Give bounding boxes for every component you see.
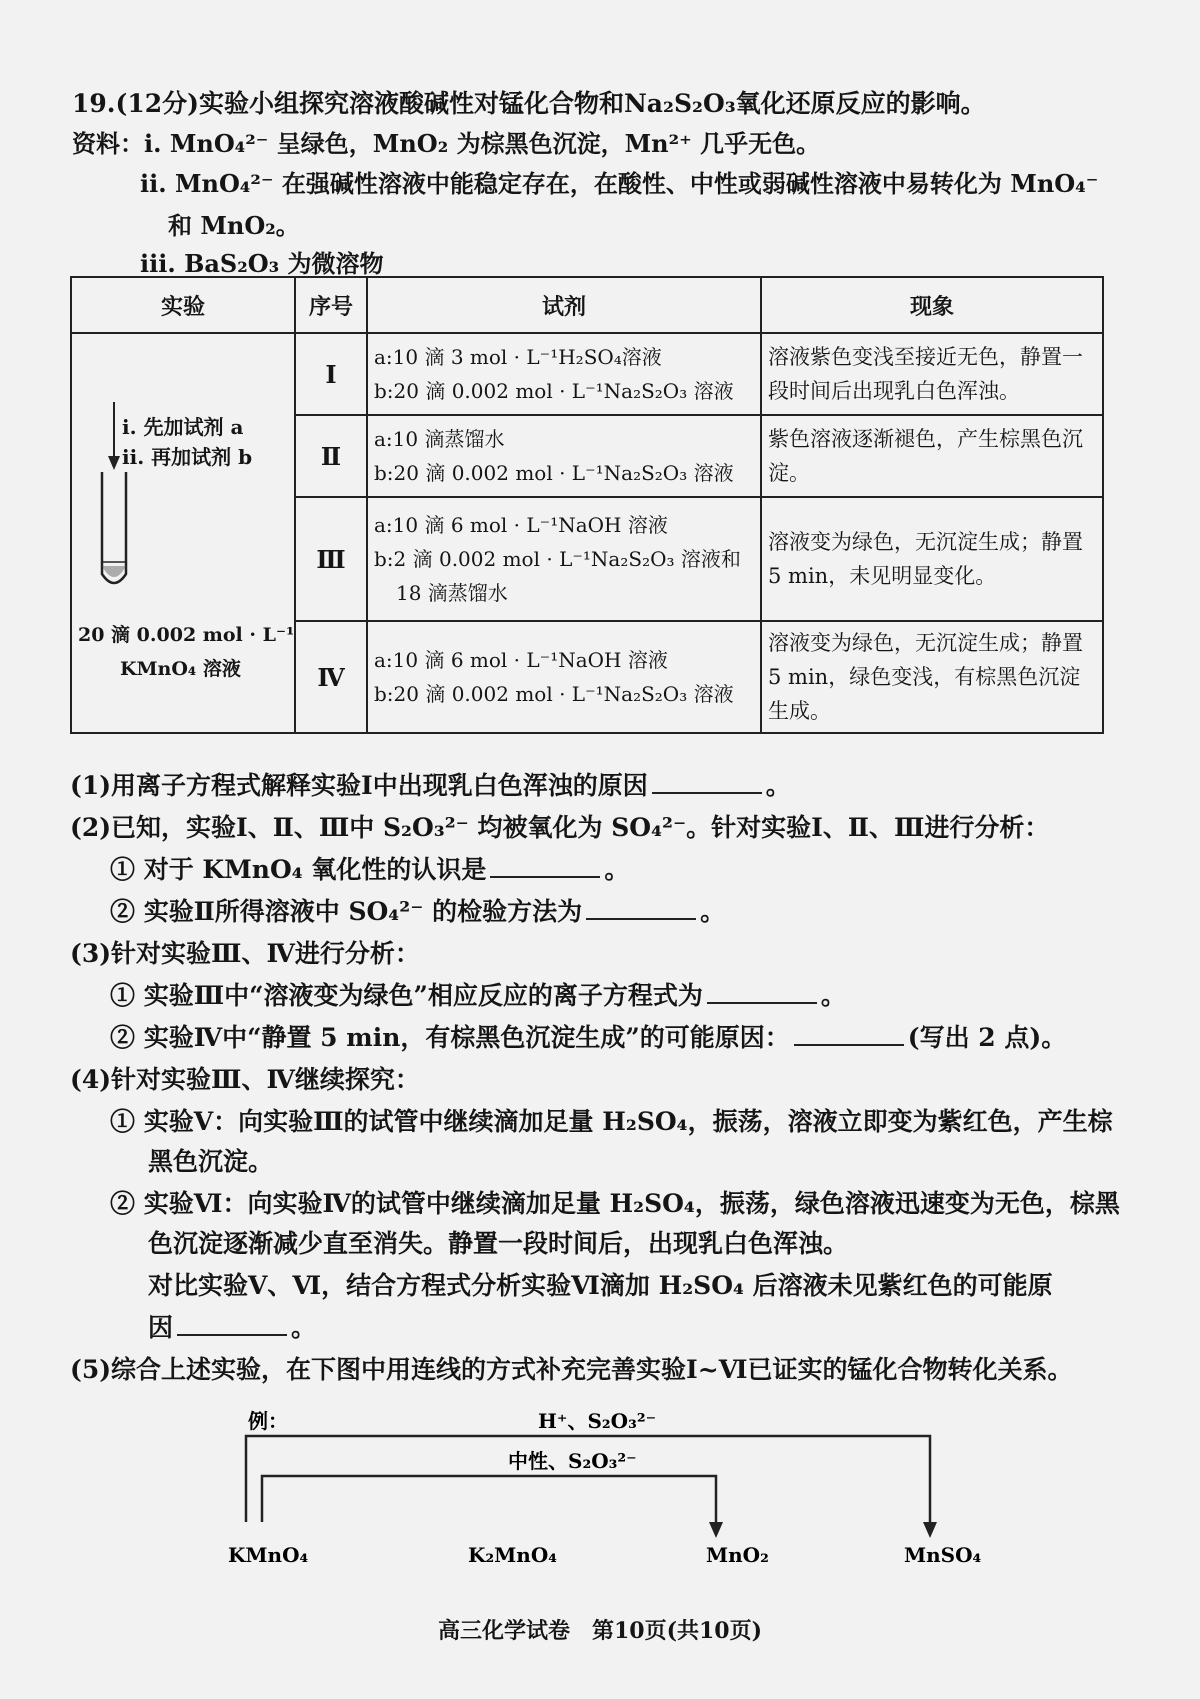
question-4-3a: 对比实验Ⅴ、Ⅵ，结合方程式分析实验Ⅵ滴加 H₂SO₄ 后溶液未见紫红色的可能原: [148, 1271, 1053, 1300]
q4-3-end: 。: [291, 1313, 317, 1342]
header-phenomenon: 现象: [761, 277, 1103, 333]
question-4-2a: ② 实验Ⅵ：向实验Ⅳ的试管中继续滴加足量 H₂SO₄，振荡，绿色溶液迅速变为无色，棕黑: [110, 1189, 1120, 1218]
reagent-cell-1: [367, 333, 761, 415]
reagent-a-2: a:10 滴蒸馏水: [374, 427, 505, 451]
reagent-a-1: a:10 滴 3 mol · L⁻¹H₂SO₄溶液: [374, 345, 662, 369]
reagent-b-2: b:20 滴 0.002 mol · L⁻¹Na₂S₂O₃ 溶液: [374, 461, 734, 485]
question-3-2: [110, 1018, 1066, 1054]
q2-1-end: 。: [604, 855, 630, 884]
node-kmno4: KMnO₄: [228, 1543, 309, 1567]
q3-1-text: ① 实验Ⅲ中“溶液变为绿色”相应反应的离子方程式为: [110, 981, 703, 1010]
reagent-b-3: b:2 滴 0.002 mol · L⁻¹Na₂S₂O₃ 溶液和: [374, 547, 741, 571]
phenomenon-4: 溶液变为绿色，无沉淀生成；静置 5 min，绿色变浅，有棕黑色沉淀生成。: [761, 621, 1103, 733]
top-condition: H⁺、S₂O₃²⁻: [538, 1409, 657, 1433]
question-4-1b: 黑色沉淀。: [148, 1147, 274, 1176]
answer-blank[interactable]: [490, 875, 600, 878]
question-1: [70, 766, 791, 802]
info-ii-line1: ii. MnO₄²⁻ 在强碱性溶液中能稳定存在，在酸性、中性或弱碱性溶液中易转化为 MnO₄⁻: [140, 169, 1099, 198]
q3-2-text: ② 实验Ⅳ中“静置 5 min，有棕黑色沉淀生成”的可能原因：: [110, 1023, 790, 1052]
mid-condition: 中性、S₂O₃²⁻: [508, 1449, 637, 1473]
answer-blank[interactable]: [707, 1001, 817, 1004]
question-4-3b: [148, 1308, 316, 1344]
seq-4: Ⅳ: [295, 621, 367, 733]
reagent-cell-3: [367, 497, 761, 621]
question-3-1: [110, 976, 846, 1012]
header-experiment: 实验: [71, 277, 295, 333]
reagent-cell-2: [367, 415, 761, 497]
q1-text: (1)用离子方程式解释实验Ⅰ中出现乳白色浑浊的原因: [70, 771, 648, 800]
conversion-diagram: [0, 1400, 1200, 1580]
q3-2-end: (写出 2 点)。: [907, 1023, 1067, 1052]
answer-blank[interactable]: [652, 791, 762, 794]
question-4-1a: ① 实验Ⅴ：向实验Ⅲ的试管中继续滴加足量 H₂SO₄，振荡，溶液立即变为紫红色，产生棕: [110, 1107, 1113, 1136]
node-k2mno4: K₂MnO₄: [468, 1543, 558, 1567]
node-mno2: MnO₂: [706, 1543, 769, 1567]
info-i: [72, 124, 820, 159]
q3-1-end: 。: [820, 981, 846, 1010]
question-3: (3)针对实验Ⅲ、Ⅳ进行分析：: [70, 939, 420, 968]
reagent-b2-3: 18 滴蒸馏水: [396, 581, 508, 605]
phenomenon-1: 溶液紫色变浅至接近无色，静置一段时间后出现乳白色浑浊。: [761, 333, 1103, 415]
answer-blank[interactable]: [177, 1333, 287, 1336]
info-i-text: i. MnO₄²⁻ 呈绿色，MnO₂ 为棕黑色沉淀，Mn²⁺ 几乎无色。: [144, 129, 821, 158]
question-4: (4)针对实验Ⅲ、Ⅳ继续探究：: [70, 1065, 420, 1094]
question-2-1: [110, 850, 629, 886]
reagent-a-4: a:10 滴 6 mol · L⁻¹NaOH 溶液: [374, 648, 668, 672]
tube-label-2: KMnO₄ 溶液: [120, 658, 241, 680]
q2-1-text: ① 对于 KMnO₄ 氧化性的认识是: [110, 855, 487, 884]
q1-end: 。: [765, 771, 791, 800]
info-ii-line2: 和 MnO₂。: [168, 211, 300, 240]
question-title: 19.(12分)实验小组探究溶液酸碱性对锰化合物和Na₂S₂O₃氧化还原反应的影响。: [72, 89, 986, 118]
step-ii: ii. 再加试剂 b: [122, 445, 253, 469]
step-i: i. 先加试剂 a: [122, 415, 244, 439]
info-label: 资料：: [72, 129, 144, 158]
reagent-a-3: a:10 滴 6 mol · L⁻¹NaOH 溶液: [374, 513, 668, 537]
answer-blank[interactable]: [586, 917, 696, 920]
page-footer: 高三化学试卷 第10页(共10页): [437, 1618, 763, 1644]
seq-3: Ⅲ: [295, 497, 367, 621]
answer-blank[interactable]: [794, 1043, 904, 1046]
arrow-head-icon: [709, 1522, 723, 1538]
mid-connector-line: [262, 1476, 716, 1526]
phenomenon-3: 溶液变为绿色，无沉淀生成；静置 5 min，未见明显变化。: [761, 497, 1103, 621]
reagent-b-1: b:20 滴 0.002 mol · L⁻¹Na₂S₂O₃ 溶液: [374, 379, 734, 403]
phenomenon-2: 紫色溶液逐渐褪色，产生棕黑色沉淀。: [761, 415, 1103, 497]
q2-2-end: 。: [700, 897, 726, 926]
question-5: (5)综合上述实验，在下图中用连线的方式补充完善实验Ⅰ~Ⅵ已证实的锰化合物转化关系。: [70, 1355, 1073, 1384]
seq-2: Ⅱ: [295, 415, 367, 497]
experiment-table: [70, 276, 1104, 734]
info-iii: iii. BaS₂O₃ 为微溶物: [140, 249, 384, 278]
q4-3-text: 因: [148, 1313, 174, 1342]
table-header-row: [71, 277, 1103, 333]
question-4-2b: 色沉淀逐渐减少直至消失。静置一段时间后，出现乳白色浑浊。: [148, 1229, 849, 1258]
question-2: (2)已知，实验Ⅰ、Ⅱ、Ⅲ中 S₂O₃²⁻ 均被氧化为 SO₄²⁻。针对实验Ⅰ、Ⅱ、Ⅲ进行分析：: [70, 813, 1050, 842]
reagent-cell-4: [367, 621, 761, 733]
apparatus-cell: [71, 333, 295, 733]
table-row: [71, 333, 1103, 415]
node-mnso4: MnSO₄: [904, 1543, 982, 1567]
header-seq: 序号: [295, 277, 367, 333]
apparatus-drawing: [78, 338, 295, 728]
q2-2-text: ② 实验Ⅱ所得溶液中 SO₄²⁻ 的检验方法为: [110, 897, 583, 926]
header-reagent: 试剂: [367, 277, 761, 333]
tube-label-1: 20 滴 0.002 mol · L⁻¹: [78, 624, 295, 646]
seq-1: Ⅰ: [295, 333, 367, 415]
example-label: 例：: [248, 1409, 288, 1433]
reagent-b-4: b:20 滴 0.002 mol · L⁻¹Na₂S₂O₃ 溶液: [374, 682, 734, 706]
question-2-2: [110, 892, 725, 928]
arrow-head-icon: [923, 1522, 937, 1538]
